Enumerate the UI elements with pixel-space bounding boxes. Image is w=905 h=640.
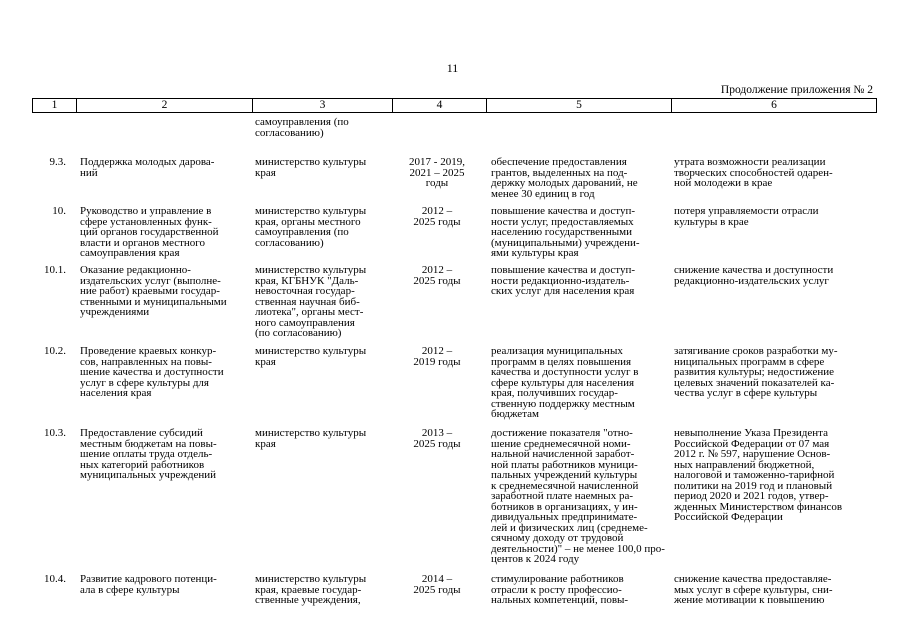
row-period: 2012 – 2025 годы xyxy=(413,205,461,228)
row-period: 2012 – 2025 годы xyxy=(413,264,461,287)
row-consequence: снижение качества предоставляе- мых услуг в сфере культуры, сни- жение мотивации к повышению xyxy=(674,573,833,606)
row-consequence: снижение качества и доступности редакционно-издательских услуг xyxy=(674,264,834,287)
row-executor: министерство культуры края xyxy=(255,345,367,368)
row-number: 10.2. xyxy=(44,345,66,357)
row-result: стимулирование работников отрасли к росту профессио- нальных компетенций, повы- xyxy=(491,573,629,606)
row-result: повышение качества и доступ- ности редакционно-издатель- ских услуг для населения края xyxy=(491,264,636,297)
row-number: 10.3. xyxy=(44,427,66,439)
row-executor: министерство культуры края xyxy=(255,156,367,179)
header-col-4: 4 xyxy=(392,99,486,112)
header-col-6: 6 xyxy=(671,99,876,112)
row-number: 10.1. xyxy=(44,264,66,276)
row-executor: министерство культуры края, краевые государ- ственные учреждения, xyxy=(255,573,367,606)
header-col-5: 5 xyxy=(486,99,671,112)
row-consequence: утрата возможности реализации творческих способностей одарен- ной молодежи в крае xyxy=(674,156,833,189)
row-title: Предоставление субсидий местным бюджетам на повы- шение оплаты труда отдель- ных категорий работников муниципальных учреждений xyxy=(80,427,217,481)
row-period: 2013 – 2025 годы xyxy=(413,427,461,450)
row-consequence: затягивание сроков разработки му- ниципальных программ в сфере развития культуры; недостижение целевых значений показателей ка- чества услуг в сфере культуры xyxy=(674,345,838,399)
header-col-1: 1 xyxy=(51,99,58,111)
row-executor: самоуправления (по согласованию) xyxy=(255,116,349,139)
row-executor: министерство культуры края, КГБНУК "Даль- невосточная государ- ственная научная биб- лиотека", органы мест- ного самоуправления (по согласованию) xyxy=(255,264,367,339)
row-period: 2017 - 2019, 2021 – 2025 годы xyxy=(409,156,465,189)
row-title: Развитие кадрового потенци- ала в сфере культуры xyxy=(80,573,217,596)
row-executor: министерство культуры края, органы местного самоуправления (по согласованию) xyxy=(255,205,367,249)
row-consequence: невыполнение Указа Президента Российской Федерации от 07 мая 2012 г. № 597, нарушение Основ- ных направлений бюджетной, налоговой и таможенно-тарифной политики на 2019 год и плановый период 2020 и 2021 годов, утвер- жденных Министерством финансов Российской Федерации xyxy=(674,427,843,523)
row-consequence: потеря управляемости отрасли культуры в крае xyxy=(674,205,819,228)
row-title: Поддержка молодых дарова- ний xyxy=(80,156,215,179)
row-period: 2014 – 2025 годы xyxy=(413,573,461,596)
row-result: реализация муниципальных программ в целях повышения качества и доступности услуг в сфере культуры для населения края, получивших государ- ственную поддержку местным бюджетам xyxy=(491,345,639,420)
row-result: повышение качества и доступ- ности услуг, предоставляемых населению государственными (муниципальными) учреждени- ями культуры края xyxy=(491,205,640,259)
row-title: Руководство и управление в сфере установленных функ- ций органов государственной власти и органов местного самоуправления края xyxy=(80,205,219,259)
row-number: 10. xyxy=(52,205,66,217)
row-title: Оказание редакционно- издательских услуг (выполне- ние работ) краевыми государ- ственными и муниципальными учреждениями xyxy=(80,264,227,318)
appendix-continuation-note: Продолжение приложения № 2 xyxy=(720,84,873,96)
row-result: обеспечение предоставления грантов, выделенных на под- держку молодых дарований, не менее 30 единиц в год xyxy=(491,156,638,200)
page-number: 11 xyxy=(446,61,459,75)
row-period: 2012 – 2019 годы xyxy=(413,345,461,368)
row-executor: министерство культуры края xyxy=(255,427,367,450)
header-col-2: 2 xyxy=(76,99,252,112)
row-number: 10.4. xyxy=(44,573,66,585)
header-col-3: 3 xyxy=(252,99,392,112)
table-header xyxy=(32,98,877,113)
row-number: 9.3. xyxy=(49,156,66,168)
row-title: Проведение краевых конкур- сов, направленных на повы- шение качества и доступности услуг в сфере культуры для населения края xyxy=(80,345,224,399)
row-result: достижение показателя "отно- шение среднемесячной номи- нальной начисленной заработ- ной платы работников муници- пальных учреждений культуры к среднемесячной начисленной заработной плате наемных ра- ботников в организациях, у ин- дивидуальных предпринимате- лей и физических лиц (среднеме- сячному доходу от трудовой деятельности)" – не менее 100,0 про- центов к 2024 году xyxy=(491,427,665,565)
